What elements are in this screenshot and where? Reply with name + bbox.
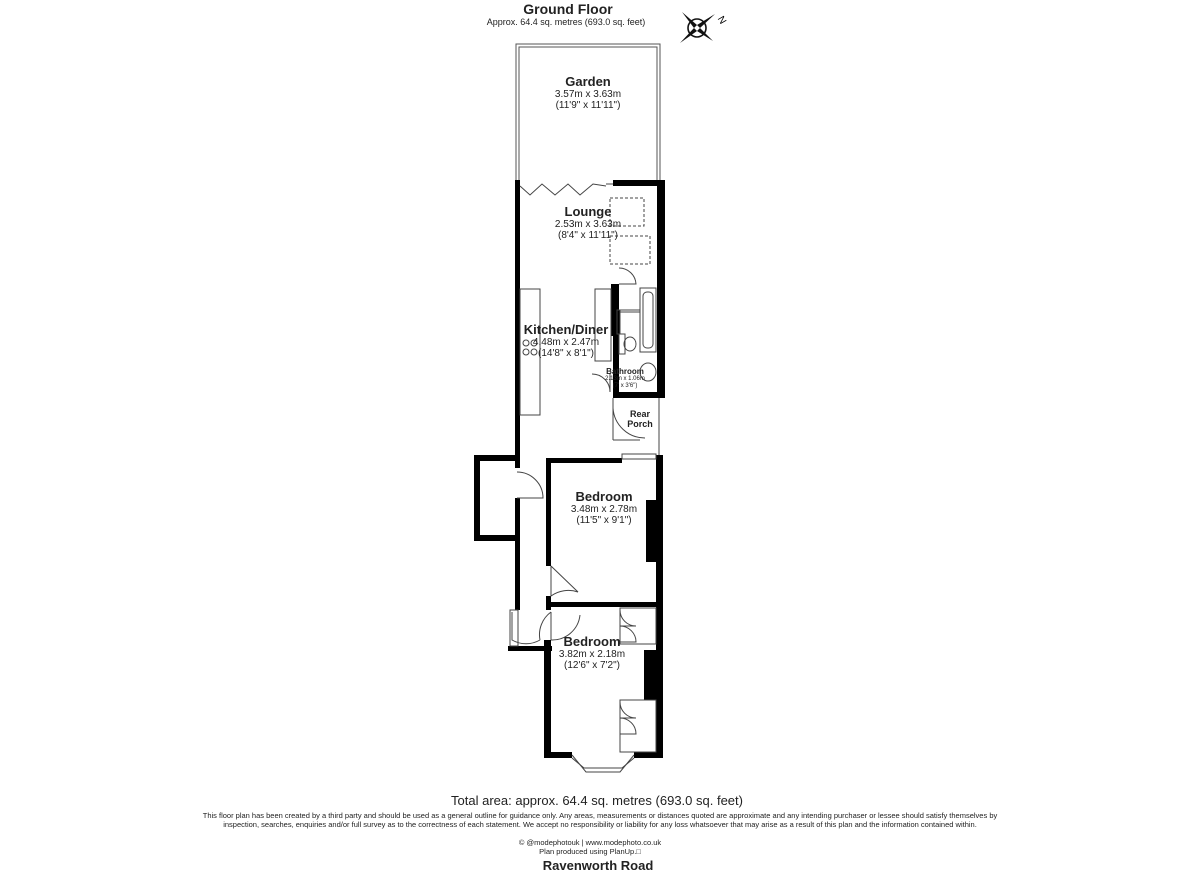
room-garden (555, 75, 621, 111)
room-dimensions-metric: 2.53m x 3.63m (554, 219, 622, 230)
porch-label-line1: Rear (629, 409, 651, 419)
room-bedroom-2 (559, 635, 625, 671)
room-bathroom (605, 367, 645, 390)
room-dimensions-imperial: (11'5" x 9'1") (576, 515, 632, 526)
room-dimensions-imperial: (7' x 3'6") (612, 383, 638, 389)
room-name: Kitchen/Diner (523, 322, 609, 337)
room-dimensions-imperial: (14'8" x 8'1") (538, 348, 594, 359)
room-dimensions-imperial: (11'9" x 11'11") (555, 100, 621, 111)
walls (474, 180, 665, 758)
room-dimensions-metric: 2.13m x 1.06m (605, 376, 645, 382)
room-name: Bedroom (575, 489, 633, 504)
room-dimensions-metric: 4.48m x 2.47m (532, 337, 600, 348)
room-lounge (555, 205, 621, 241)
total-area: Total area: approx. 64.4 sq. metres (693.0 sq. feet) (451, 793, 743, 808)
room-name: Bathroom (606, 367, 644, 376)
room-name: Lounge (564, 204, 612, 219)
property-address: Ravenworth Road (542, 858, 654, 873)
room-dimensions-metric: 3.57m x 3.63m (554, 89, 622, 100)
room-rear-porch (627, 409, 653, 429)
room-name: Bedroom (563, 634, 621, 649)
room-dimensions-metric: 3.48m x 2.78m (570, 504, 638, 515)
room-dimensions-metric: 3.82m x 2.18m (558, 649, 626, 660)
floor-title: Ground Floor (523, 1, 613, 17)
room-dimensions-imperial: (12'6" x 7'2") (564, 660, 620, 671)
compass-label: N (714, 14, 728, 27)
floor-area: Approx. 64.4 sq. metres (693.0 sq. feet) (486, 17, 646, 27)
room-bedroom-1 (571, 490, 637, 526)
credit-line-2: Plan produced using PlanUp.□ (539, 847, 641, 856)
garden-outline (516, 44, 660, 180)
room-dimensions-imperial: (8'4" x 11'11") (557, 230, 619, 241)
porch-label-line2: Porch (627, 419, 653, 429)
interior-lines (510, 184, 659, 772)
disclaimer-text: This floor plan has been created by a third party and should be used as a general outline for guidance only. Any areas, measurements or distances quoted are approximate and any intending purchaser or lessee should satisfy themselves by inspection, searches, enquiries and/or full survey as to the correctness of each statement. We accept no responsibility or liability for any loss whatsoever that may arise as a result of this plan and the information contained within. (202, 811, 998, 829)
credit-line-1: © @modephotouk | www.modephoto.co.uk (518, 838, 662, 847)
room-name: Garden (565, 74, 611, 89)
room-kitchen-diner (524, 323, 609, 359)
